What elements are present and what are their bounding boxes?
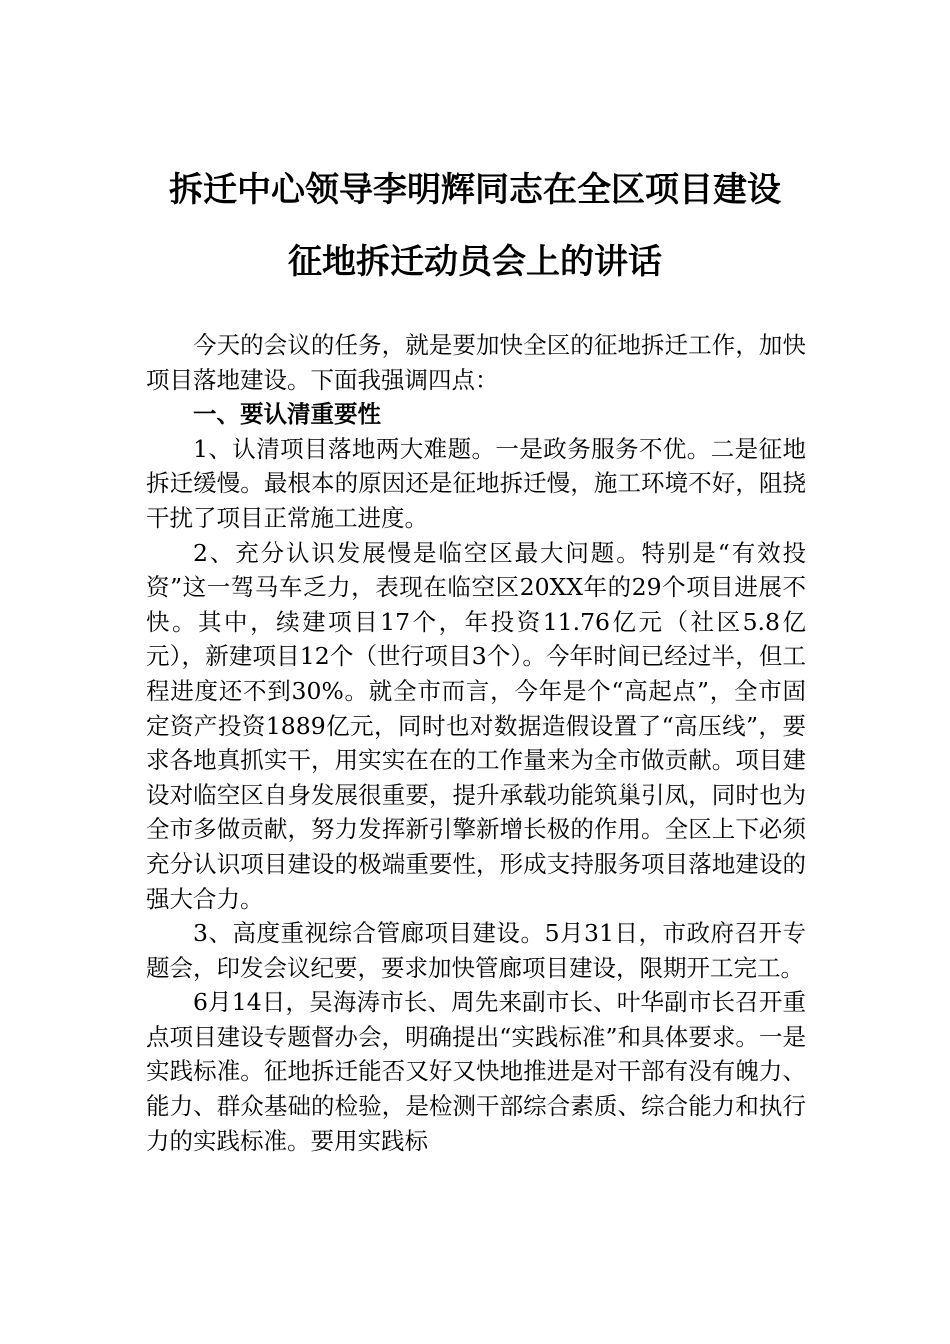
document-body	[146, 328, 806, 1158]
paragraph-point-2: 2、充分认识发展慢是临空区最大问题。特别是“有效投资”这一驾马车乏力，表现在临空区20XX年的29个项目进展不快。其中，续建项目17个，年投资11.76亿元（社区5.8亿元），新建项目12个（世行项目3个）。今年时间已经过半，但工程进度还不到30%。就全市而言，今年是个“高起点”，全市固定资产投资1889亿元，同时也对数据造假设置了“高压线”，要求各地真抓实干，用实实在在的工作量来为全市做贡献。项目建设对临空区自身发展很重要，提升承载功能筑巢引凤，同时也为全市多做贡献，努力发挥新引擎新增长极的作用。全区上下必须充分认识项目建设的极端重要性，形成支持服务项目落地建设的强大合力。	[146, 538, 806, 913]
document-title-line-2: 征地拆迁动员会上的讲话	[288, 242, 662, 282]
paragraph-june-14: 6月14日，吴海涛市长、周先来副市长、叶华副市长召开重点项目建设专题督办会，明确提出“实践标准”和具体要求。一是实践标准。征地拆迁能否又好又快地推进是对干部有没有魄力、能力、群众基础的检验，是检测干部综合素质、综合能力和执行力的实践标准。要用实践标	[146, 988, 806, 1155]
document-title-line-1: 拆迁中心领导李明辉同志在全区项目建设	[169, 170, 781, 210]
paragraph-point-1: 1、认清项目落地两大难题。一是政务服务不优。二是征地拆迁缓慢。最根本的原因还是征地拆迁慢，施工环境不好，阻挠干扰了项目正常施工进度。	[146, 434, 806, 532]
section-heading-1: 一、要认清重要性	[193, 400, 381, 429]
paragraph-intro: 今天的会议的任务，就是要加快全区的征地拆迁工作，加快项目落地建设。下面我强调四点：	[146, 331, 806, 394]
paragraph-point-3: 3、高度重视综合管廊项目建设。5月31日，市政府召开专题会，印发会议纪要，要求加快管廊项目建设，限期开工完工。	[146, 919, 806, 982]
